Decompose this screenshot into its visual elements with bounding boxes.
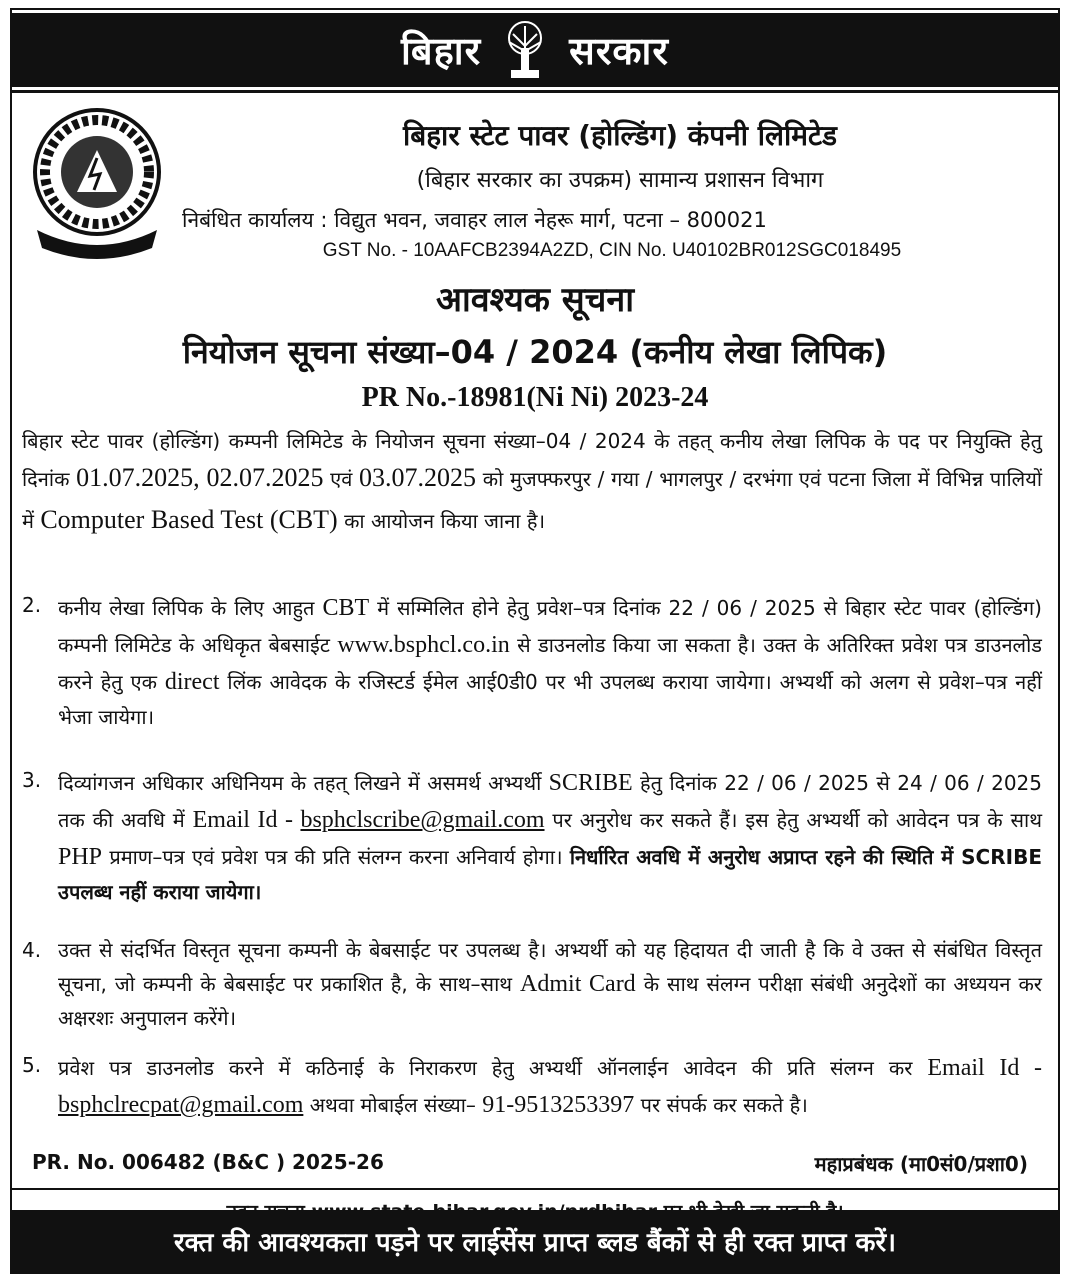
list-item: 4. उक्त से संदर्भित विस्तृत सूचना कम्पनी के बेबसाईट पर उपलब्ध है। अभ्यर्थी को यह हिदायत दी जाती है कि वे उक्त से संबंधित विस्तृत सूचना, जो कम्पनी के बेबसाईट पर प्रकाशित है, के साथ–साथ Admit Card के साथ संलग्न परीक्षा संबंधी अनुदेशों का अध्ययन कर अक्षरशः अनुपालन करेंगे।	[22, 938, 1042, 1031]
organization-subtitle: (बिहार सरकार का उपक्रम) सामान्य प्रशासन विभाग	[416, 168, 824, 193]
scribe-email-link[interactable]: bsphclscribe@gmail.com	[300, 807, 545, 834]
company-logo-icon	[22, 100, 172, 260]
notice-page	[10, 8, 1060, 1274]
signatory: महाप्रबंधक (मा0सं0/प्रशा0)	[814, 1152, 1028, 1176]
website-link[interactable]: www.bsphcl.co.in	[337, 632, 510, 659]
helpdesk-email-link[interactable]: bsphclrecpat@gmail.com	[58, 1092, 304, 1119]
header	[12, 96, 1058, 281]
mobile-number: 91-9513253397	[482, 1092, 635, 1119]
blood-bank-notice: रक्त की आवश्यकता पड़ने पर लाईसेंस प्राप्त ब्लड बैंकों से ही रक्त प्राप्त करें।	[12, 1210, 1058, 1272]
bodhi-tree-emblem-icon	[495, 18, 555, 82]
pr-number-top: PR No.-18981(Ni Ni) 2023-24	[361, 382, 709, 413]
list-item: 5. प्रवेश पत्र डाउनलोड करने में कठिनाई के निराकरण हेतु अभ्यर्थी ऑनलाईन आवेदन की प्रति संलग्न कर Email Id - bsphclrecpat@gmail.com अथवा मोबाईल संख्या– 91-9513253397 पर संपर्क कर सकते है।	[22, 1053, 1042, 1119]
list-item: 2. कनीय लेखा लिपिक के लिए आहुत CBT में सम्मिलित होने हेतु प्रवेश–पत्र दिनांक 22 / 06 / 2025 से बिहार स्टेट पावर (होल्डिंग) कम्पनी लिमिटेड के अधिकृत बेबसाईट www.bsphcl.co.in से डाउनलोड किया जा सकता है। उक्त के अतिरिक्त प्रवेश पत्र डाउनलोड करने हेतु एक direct लिंक आवेदक के रजिस्टर्ड ईमेल आई0डी0 पर भी उपलब्ध कराया जायेगा। अभ्यर्थी को अलग से प्रवेश–पत्र नहीं भेजा जायेगा।	[22, 593, 1042, 729]
paragraph-1: बिहार स्टेट पावर (होल्डिंग) कम्पनी लिमिटेड के नियोजन सूचना संख्या–04 / 2024 के तहत् कनीय लेखा लिपिक के पद पर नियुक्ति हेतु दिनांक 01.07.2025, 02.07.2025 एवं 03.07.2025 को मुजफ्फरपुर / गया / भागलपुर / दरभंगा एवं पटना जिला में विभिन्न पालियों में Computer Based Test (CBT) का आयोजन किया जाना है।	[22, 429, 1042, 534]
government-banner	[12, 10, 1058, 93]
banner-left-text: बिहार	[401, 29, 482, 73]
scribe-warning: निर्धारित अवधि में अनुरोध अप्राप्त रहने की स्थिति में SCRIBE उपलब्ध नहीं कराया जायेगा।	[58, 845, 1042, 904]
pr-number-bottom: PR. No. 006482 (B&C ) 2025-26	[32, 1150, 384, 1174]
organization-name: बिहार स्टेट पावर (होल्डिंग) कंपनी लिमिटेड	[402, 119, 838, 152]
notice-title: आवश्यक सूचना	[435, 280, 635, 320]
registered-office-address: निबंधित कार्यालय : विद्युत भवन, जवाहर लाल नेहरू मार्ग, पटना – 800021	[182, 208, 767, 232]
banner-right-text: सरकार	[569, 29, 669, 73]
gst-cin-numbers: GST No. - 10AAFCB2394A2ZD, CIN No. U40102BR012SGC018495	[322, 240, 902, 261]
list-item: 3. दिव्यांगजन अधिकार अधिनियम के तहत् लिखने में असमर्थ अभ्यर्थी SCRIBE हेतु दिनांक 22 / 06 / 2025 से 24 / 06 / 2025 तक की अवधि में Email Id - bsphclscribe@gmail.com पर अनुरोध कर सकते हैं। इस हेतु अभ्यर्थी को आवेदन पत्र के साथ PHP प्रमाण–पत्र एवं प्रवेश पत्र की प्रति संलग्न करना अनिवार्य होगा। निर्धारित अवधि में अनुरोध अप्राप्त रहने की स्थिति में SCRIBE उपलब्ध नहीं कराया जायेगा।	[22, 768, 1042, 904]
notice-number: नियोजन सूचना संख्या–04 / 2024 (कनीय लेखा लिपिक)	[182, 333, 888, 371]
